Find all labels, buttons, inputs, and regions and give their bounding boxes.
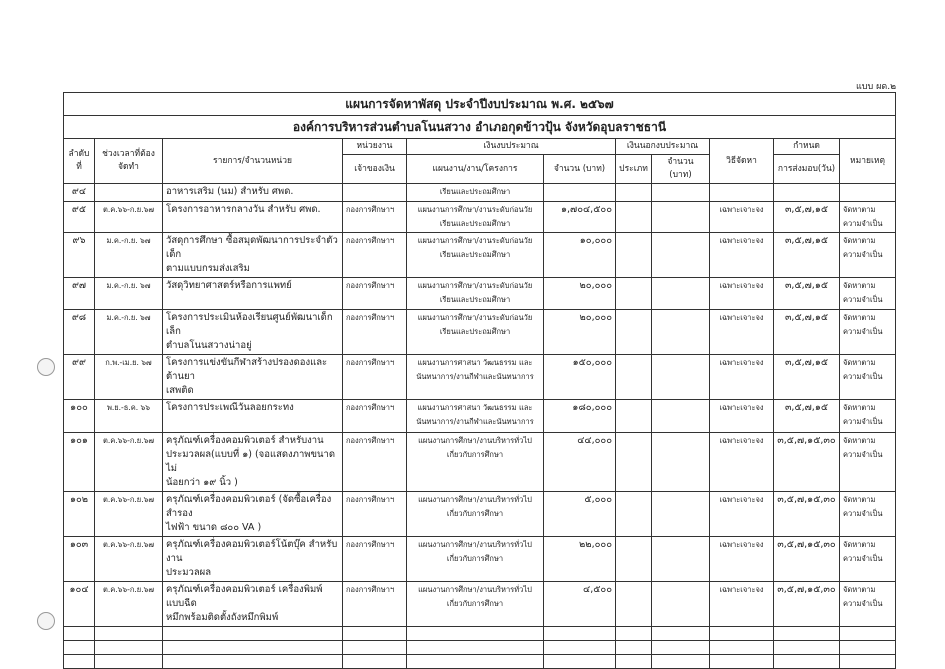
row-item-line: โครงการแข่งขันกีฬาสร้างปรองดองและต้านยา bbox=[166, 357, 328, 382]
row-plan bbox=[407, 537, 544, 582]
row-amount: ๒๐,๐๐๐ bbox=[544, 310, 616, 355]
row-period: ต.ค.๖๖-ก.ย.๖๗ bbox=[95, 582, 163, 627]
empty-row bbox=[64, 641, 896, 655]
row-method: เฉพาะเจาะจง bbox=[710, 278, 774, 310]
row-plan-line: แผนงานการศึกษา/งานระดับก่อนวัย bbox=[417, 205, 533, 214]
row-plan-line: แผนงานการศึกษา/งานบริหารทั่วไป bbox=[418, 540, 532, 549]
table-row bbox=[64, 278, 896, 310]
row-item-line: ครุภัณฑ์เครื่องคอมพิวเตอร์ เครื่องพิมพ์แบบฉีด bbox=[166, 584, 323, 609]
header-period: ช่วงเวลาที่ต้องจัดทำ bbox=[95, 139, 163, 184]
row-plan bbox=[407, 355, 544, 400]
row-amount: ๕,๐๐๐ bbox=[544, 492, 616, 537]
header-amount: จำนวน (บาท) bbox=[544, 155, 616, 184]
row-method: เฉพาะเจาะจง bbox=[710, 355, 774, 400]
empty-cell bbox=[710, 655, 774, 669]
empty-cell bbox=[652, 627, 710, 641]
row-item-line: ประมวลผล(แบบที่ ๑) (จอแสดงภาพขนาดไม่ bbox=[166, 449, 336, 474]
header-deadline-b: การส่งมอบ(วัน) bbox=[774, 155, 840, 184]
table-row bbox=[64, 433, 896, 492]
table-row bbox=[64, 355, 896, 400]
row-agency: กองการศึกษาฯ bbox=[343, 537, 407, 582]
empty-cell bbox=[616, 655, 652, 669]
row-amount-2 bbox=[652, 582, 710, 627]
row-period: พ.ย.-ธ.ค. ๖๖ bbox=[95, 400, 163, 433]
row-agency: กองการศึกษาฯ bbox=[343, 400, 407, 433]
row-delivery-days: ๓,๕,๗,๑๕ bbox=[774, 278, 840, 310]
row-remark bbox=[840, 184, 896, 202]
row-amount: ๑๕๐,๐๐๐ bbox=[544, 355, 616, 400]
row-method: เฉพาะเจาะจง bbox=[710, 537, 774, 582]
row-plan-line: เรียนและประถมศึกษา bbox=[439, 250, 511, 259]
row-plan bbox=[407, 278, 544, 310]
row-item-line: ตามแบบกรมส่งเสริม bbox=[166, 263, 250, 274]
row-item-line: ประมวลผล bbox=[166, 567, 212, 578]
row-item bbox=[163, 355, 343, 400]
row-number: ๑๐๑ bbox=[64, 433, 95, 492]
table-row bbox=[64, 310, 896, 355]
row-remark: จัดหาตามความจำเป็น bbox=[840, 233, 896, 278]
empty-cell bbox=[710, 627, 774, 641]
row-item bbox=[163, 492, 343, 537]
row-period: ต.ค.๖๖-ก.ย.๖๗ bbox=[95, 202, 163, 233]
empty-cell bbox=[407, 627, 544, 641]
row-plan-line: แผนงานการศึกษา/งานระดับก่อนวัย bbox=[417, 236, 533, 245]
table-row bbox=[64, 400, 896, 433]
header-agency-b: เจ้าของเงิน bbox=[343, 155, 407, 184]
row-plan-line: เรียนและประถมศึกษา bbox=[439, 187, 511, 196]
row-plan-line: เรียนและประถมศึกษา bbox=[439, 219, 511, 228]
row-number: ๙๙ bbox=[64, 355, 95, 400]
row-amount-2 bbox=[652, 310, 710, 355]
row-delivery-days: ๓,๕,๗,๑๕ bbox=[774, 202, 840, 233]
row-plan-line: แผนงานการศึกษา/งานบริหารทั่วไป bbox=[418, 585, 532, 594]
empty-cell bbox=[774, 641, 840, 655]
row-amount: ๑,๗๐๔,๕๐๐ bbox=[544, 202, 616, 233]
empty-cell bbox=[407, 655, 544, 669]
row-plan-line: เรียนและประถมศึกษา bbox=[439, 295, 511, 304]
row-item bbox=[163, 400, 343, 433]
row-plan-line: แผนงานการศาสนา วัฒนธรรม และ bbox=[417, 403, 533, 412]
row-item-line: ครุภัณฑ์เครื่องคอมพิวเตอร์โน้ตบุ๊ค สำหรับงาน bbox=[166, 539, 338, 564]
header-method: วิธีจัดหา bbox=[710, 139, 774, 184]
row-agency: กองการศึกษาฯ bbox=[343, 310, 407, 355]
row-delivery-days: ๓,๕,๗,๑๕ bbox=[774, 233, 840, 278]
row-type bbox=[616, 400, 652, 433]
row-number: ๑๐๒ bbox=[64, 492, 95, 537]
row-period: ก.พ.-เม.ย. ๖๗ bbox=[95, 355, 163, 400]
empty-cell bbox=[840, 627, 896, 641]
row-delivery-days: ๓,๕,๗,๑๕,๓๐ bbox=[774, 537, 840, 582]
row-period: ม.ค.-ก.ย. ๖๗ bbox=[95, 278, 163, 310]
header-type: ประเภท bbox=[616, 155, 652, 184]
row-number: ๙๖ bbox=[64, 233, 95, 278]
empty-cell bbox=[343, 655, 407, 669]
row-item bbox=[163, 310, 343, 355]
row-amount-2 bbox=[652, 202, 710, 233]
row-item bbox=[163, 278, 343, 310]
row-method: เฉพาะเจาะจง bbox=[710, 400, 774, 433]
row-item-line: ตำบลโนนสวางน่าอยู่ bbox=[166, 340, 252, 351]
empty-cell bbox=[64, 627, 95, 641]
row-method: เฉพาะเจาะจง bbox=[710, 310, 774, 355]
row-item-line: วัสดุการศึกษา ซื้อสมุดพัฒนาการประจำตัวเด็ก bbox=[166, 235, 338, 260]
empty-row bbox=[64, 655, 896, 669]
row-amount-2 bbox=[652, 400, 710, 433]
table-row bbox=[64, 202, 896, 233]
row-item-line: หมึกพร้อมติดตั้งถังหมึกพิมพ์ bbox=[166, 612, 279, 623]
row-delivery-days: ๓,๕,๗,๑๕,๓๐ bbox=[774, 492, 840, 537]
row-item bbox=[163, 433, 343, 492]
row-delivery-days: ๓,๕,๗,๑๕ bbox=[774, 355, 840, 400]
empty-cell bbox=[163, 627, 343, 641]
row-plan-line: แผนงานการศึกษา/งานบริหารทั่วไป bbox=[418, 436, 532, 445]
row-remark: จัดหาตามความจำเป็น bbox=[840, 537, 896, 582]
row-plan-line: แผนงานการศึกษา/งานระดับก่อนวัย bbox=[417, 281, 533, 290]
row-remark: จัดหาตามความจำเป็น bbox=[840, 278, 896, 310]
row-amount-2 bbox=[652, 492, 710, 537]
row-agency: กองการศึกษาฯ bbox=[343, 492, 407, 537]
table-row bbox=[64, 233, 896, 278]
row-number: ๑๐๐ bbox=[64, 400, 95, 433]
form-code: แบบ ผด.๒ bbox=[856, 82, 896, 92]
row-item bbox=[163, 233, 343, 278]
row-period bbox=[95, 184, 163, 202]
row-agency: กองการศึกษาฯ bbox=[343, 202, 407, 233]
row-amount-2 bbox=[652, 278, 710, 310]
row-amount: ๒๒,๐๐๐ bbox=[544, 537, 616, 582]
row-remark: จัดหาตามความจำเป็น bbox=[840, 492, 896, 537]
row-period: ต.ค.๖๖-ก.ย.๖๗ bbox=[95, 433, 163, 492]
empty-cell bbox=[544, 641, 616, 655]
row-delivery-days: ๓,๕,๗,๑๕,๓๐ bbox=[774, 433, 840, 492]
row-plan bbox=[407, 310, 544, 355]
row-agency: กองการศึกษาฯ bbox=[343, 433, 407, 492]
header-agency-a: หน่วยงาน bbox=[343, 139, 407, 155]
empty-cell bbox=[840, 655, 896, 669]
row-amount-2 bbox=[652, 537, 710, 582]
row-method: เฉพาะเจาะจง bbox=[710, 202, 774, 233]
procurement-plan-table bbox=[63, 92, 896, 669]
row-method: เฉพาะเจาะจง bbox=[710, 433, 774, 492]
row-plan bbox=[407, 184, 544, 202]
header-seq: ลำดับที่ bbox=[64, 139, 95, 184]
row-type bbox=[616, 537, 652, 582]
row-item-line: วัสดุวิทยาศาสตร์หรือการแพทย์ bbox=[166, 280, 292, 291]
row-agency bbox=[343, 184, 407, 202]
row-plan bbox=[407, 400, 544, 433]
row-period: ต.ค.๖๖-ก.ย.๖๗ bbox=[95, 537, 163, 582]
row-plan-line: เกี่ยวกับการศึกษา bbox=[446, 450, 504, 459]
row-amount-2 bbox=[652, 355, 710, 400]
row-method: เฉพาะเจาะจง bbox=[710, 233, 774, 278]
empty-cell bbox=[64, 641, 95, 655]
row-type bbox=[616, 310, 652, 355]
empty-cell bbox=[774, 627, 840, 641]
row-plan-line: นันทนาการ/งานกีฬาและนันทนาการ bbox=[416, 372, 534, 381]
empty-cell bbox=[95, 641, 163, 655]
row-amount: ๑๐,๐๐๐ bbox=[544, 233, 616, 278]
empty-cell bbox=[652, 641, 710, 655]
empty-cell bbox=[710, 641, 774, 655]
row-amount: ๒๐,๐๐๐ bbox=[544, 278, 616, 310]
row-item-line: ครุภัณฑ์เครื่องคอมพิวเตอร์ (จัดซื้อเครื่องสำรอง bbox=[166, 494, 332, 519]
empty-cell bbox=[544, 627, 616, 641]
row-method: เฉพาะเจาะจง bbox=[710, 492, 774, 537]
empty-row bbox=[64, 627, 896, 641]
row-type bbox=[616, 278, 652, 310]
row-remark: จัดหาตามความจำเป็น bbox=[840, 310, 896, 355]
header-amount-2: จำนวน (บาท) bbox=[652, 155, 710, 184]
empty-cell bbox=[544, 655, 616, 669]
row-item-line: โครงการประเพณีวันลอยกระทง bbox=[166, 402, 294, 413]
row-period: ต.ค.๖๖-ก.ย.๖๗ bbox=[95, 492, 163, 537]
empty-cell bbox=[95, 627, 163, 641]
row-item-line: ครุภัณฑ์เครื่องคอมพิวเตอร์ สำหรับงาน bbox=[166, 435, 324, 446]
row-agency: กองการศึกษาฯ bbox=[343, 278, 407, 310]
row-amount-2 bbox=[652, 433, 710, 492]
row-type bbox=[616, 355, 652, 400]
empty-cell bbox=[652, 655, 710, 669]
header-plan: แผนงาน/งาน/โครงการ bbox=[407, 155, 544, 184]
header-remark: หมายเหตุ bbox=[840, 139, 896, 184]
row-item bbox=[163, 184, 343, 202]
row-amount: ๑๘๐,๐๐๐ bbox=[544, 400, 616, 433]
row-delivery-days bbox=[774, 184, 840, 202]
row-item bbox=[163, 537, 343, 582]
row-agency: กองการศึกษาฯ bbox=[343, 355, 407, 400]
row-method: เฉพาะเจาะจง bbox=[710, 582, 774, 627]
table-row bbox=[64, 492, 896, 537]
table-row bbox=[64, 184, 896, 202]
row-remark: จัดหาตามความจำเป็น bbox=[840, 582, 896, 627]
row-type bbox=[616, 184, 652, 202]
row-delivery-days: ๓,๕,๗,๑๕ bbox=[774, 400, 840, 433]
empty-cell bbox=[163, 655, 343, 669]
empty-cell bbox=[840, 641, 896, 655]
empty-cell bbox=[343, 641, 407, 655]
empty-cell bbox=[616, 641, 652, 655]
row-plan bbox=[407, 492, 544, 537]
row-plan bbox=[407, 582, 544, 627]
table-row bbox=[64, 582, 896, 627]
row-plan-line: เกี่ยวกับการศึกษา bbox=[446, 599, 504, 608]
header-off-budget: เงินนอกงบประมาณ bbox=[616, 139, 710, 155]
row-item-line: โครงการประเมินห้องเรียนศูนย์พัฒนาเด็กเล็ก bbox=[166, 312, 333, 337]
row-period: ม.ค.-ก.ย. ๖๗ bbox=[95, 310, 163, 355]
document-subtitle: องค์การบริหารส่วนตำบลโนนสวาง อำเภอกุดข้าวปุ้น จังหวัดอุบลราชธานี bbox=[64, 116, 896, 139]
row-type bbox=[616, 433, 652, 492]
header-budget: เงินงบประมาณ bbox=[407, 139, 616, 155]
row-plan bbox=[407, 233, 544, 278]
row-number: ๙๔ bbox=[64, 184, 95, 202]
row-agency: กองการศึกษาฯ bbox=[343, 582, 407, 627]
empty-cell bbox=[774, 655, 840, 669]
row-plan-line: แผนงานการศึกษา/งานบริหารทั่วไป bbox=[418, 495, 532, 504]
row-amount: ๔๔,๐๐๐ bbox=[544, 433, 616, 492]
row-delivery-days: ๓,๕,๗,๑๕ bbox=[774, 310, 840, 355]
row-type bbox=[616, 233, 652, 278]
row-amount-2 bbox=[652, 233, 710, 278]
row-number: ๑๐๓ bbox=[64, 537, 95, 582]
header-deadline-a: กำหนด bbox=[774, 139, 840, 155]
binder-hole-bottom bbox=[37, 612, 55, 630]
row-item-line: น้อยกว่า ๑๙ นิ้ว ) bbox=[166, 477, 238, 488]
row-type bbox=[616, 582, 652, 627]
document-title: แผนการจัดหาพัสดุ ประจำปีงบประมาณ พ.ศ. ๒๕๖๗ bbox=[64, 93, 896, 116]
row-period: ม.ค.-ก.ย. ๖๗ bbox=[95, 233, 163, 278]
row-plan-line: แผนงานการศาสนา วัฒนธรรม และ bbox=[417, 358, 533, 367]
row-amount-2 bbox=[652, 184, 710, 202]
empty-cell bbox=[343, 627, 407, 641]
row-remark: จัดหาตามความจำเป็น bbox=[840, 202, 896, 233]
header-item: รายการ/จำนวนหน่วย bbox=[163, 139, 343, 184]
empty-cell bbox=[616, 627, 652, 641]
row-plan-line: แผนงานการศึกษา/งานระดับก่อนวัย bbox=[417, 313, 533, 322]
row-plan-line: เกี่ยวกับการศึกษา bbox=[446, 509, 504, 518]
row-plan-line: เรียนและประถมศึกษา bbox=[439, 327, 511, 336]
row-agency: กองการศึกษาฯ bbox=[343, 233, 407, 278]
row-plan-line: นันทนาการ/งานกีฬาและนันทนาการ bbox=[416, 417, 534, 426]
row-type bbox=[616, 492, 652, 537]
row-method bbox=[710, 184, 774, 202]
row-amount bbox=[544, 184, 616, 202]
row-number: ๑๐๔ bbox=[64, 582, 95, 627]
table-row bbox=[64, 537, 896, 582]
row-item bbox=[163, 582, 343, 627]
row-type bbox=[616, 202, 652, 233]
empty-cell bbox=[163, 641, 343, 655]
row-number: ๙๗ bbox=[64, 278, 95, 310]
row-item-line: เสพติด bbox=[166, 385, 194, 396]
empty-cell bbox=[407, 641, 544, 655]
row-plan bbox=[407, 433, 544, 492]
row-plan-line: เกี่ยวกับการศึกษา bbox=[446, 554, 504, 563]
empty-cell bbox=[64, 655, 95, 669]
row-item-line: โครงการอาหารกลางวัน สำหรับ ศพด. bbox=[166, 204, 321, 215]
empty-cell bbox=[95, 655, 163, 669]
row-item-line: ไฟฟ้า ขนาด ๘๐๐ VA ) bbox=[166, 522, 262, 533]
row-remark: จัดหาตามความจำเป็น bbox=[840, 355, 896, 400]
row-remark: จัดหาตามความจำเป็น bbox=[840, 433, 896, 492]
row-number: ๙๘ bbox=[64, 310, 95, 355]
row-item bbox=[163, 202, 343, 233]
binder-hole-top bbox=[37, 358, 55, 376]
row-item-line: อาหารเสริม (นม) สำหรับ ศพด. bbox=[166, 186, 294, 197]
row-number: ๙๕ bbox=[64, 202, 95, 233]
row-amount: ๔,๕๐๐ bbox=[544, 582, 616, 627]
row-remark: จัดหาตามความจำเป็น bbox=[840, 400, 896, 433]
row-plan bbox=[407, 202, 544, 233]
row-delivery-days: ๓,๕,๗,๑๕,๓๐ bbox=[774, 582, 840, 627]
